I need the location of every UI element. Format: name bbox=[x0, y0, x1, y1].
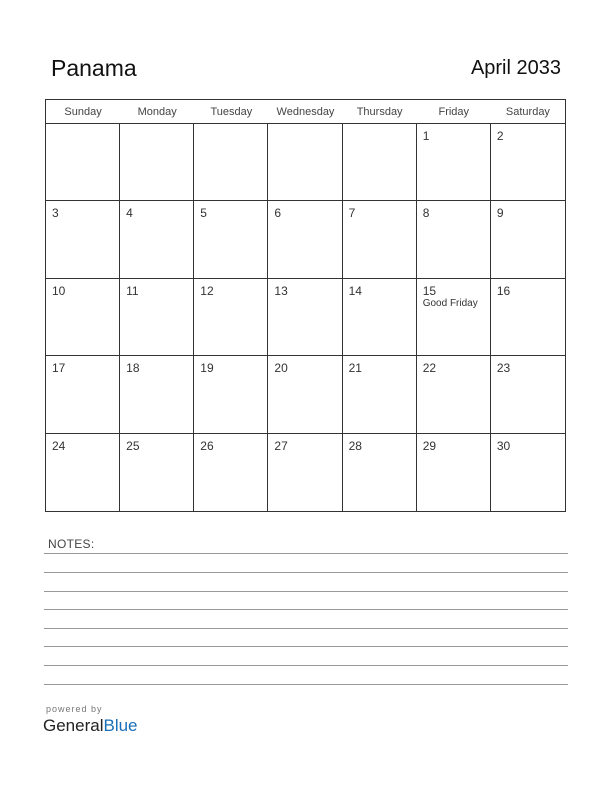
day-cell bbox=[491, 356, 565, 433]
country-title: Panama bbox=[51, 55, 137, 81]
day-cell bbox=[46, 434, 120, 511]
day-number: 21 bbox=[348, 361, 362, 376]
day-cell bbox=[194, 434, 268, 511]
day-number: 2 bbox=[496, 129, 504, 143]
day-cell bbox=[268, 201, 342, 278]
notes-line bbox=[44, 609, 568, 610]
day-cell bbox=[46, 356, 120, 433]
day-number: 4 bbox=[126, 206, 133, 221]
day-cell bbox=[268, 434, 342, 511]
day-cell bbox=[343, 124, 417, 201]
day-number: 26 bbox=[200, 438, 214, 453]
powered-by-text: powered by bbox=[46, 704, 103, 714]
day-number: 23 bbox=[496, 361, 511, 376]
weekday-header: Thursday bbox=[343, 100, 417, 124]
day-number: 9 bbox=[496, 206, 504, 221]
day-number: 22 bbox=[422, 361, 437, 376]
day-cell bbox=[46, 201, 120, 278]
day-cell bbox=[343, 201, 417, 278]
day-number: 1 bbox=[422, 129, 430, 143]
holiday-label: Good Friday bbox=[422, 297, 478, 309]
day-number: 13 bbox=[274, 283, 288, 298]
calendar-grid bbox=[45, 99, 566, 512]
notes-line bbox=[44, 684, 568, 685]
day-number: 27 bbox=[274, 438, 288, 453]
day-cell bbox=[194, 201, 268, 278]
day-number: 17 bbox=[52, 361, 66, 376]
day-cell bbox=[120, 124, 194, 201]
notes-line bbox=[44, 628, 568, 629]
day-cell bbox=[194, 356, 268, 433]
day-number: 8 bbox=[422, 206, 430, 221]
day-number: 20 bbox=[274, 361, 288, 376]
day-number: 28 bbox=[348, 438, 362, 453]
day-number: 25 bbox=[126, 438, 140, 453]
day-cell bbox=[120, 201, 194, 278]
day-cell bbox=[194, 124, 268, 201]
weekday-header: Friday bbox=[417, 100, 491, 124]
weekday-header: Sunday bbox=[46, 100, 120, 124]
day-cell bbox=[491, 201, 565, 278]
notes-line bbox=[44, 553, 568, 554]
weekday-header: Tuesday bbox=[194, 100, 268, 124]
day-cell bbox=[491, 124, 565, 201]
day-cell bbox=[120, 279, 194, 356]
day-number: 3 bbox=[52, 206, 59, 221]
day-cell bbox=[46, 124, 120, 201]
day-cell bbox=[268, 124, 342, 201]
weekday-header: Monday bbox=[120, 100, 194, 124]
day-cell bbox=[46, 279, 120, 356]
month-title: April 2033 bbox=[470, 57, 561, 79]
notes-line bbox=[44, 572, 568, 573]
brand-blue: Blue bbox=[103, 716, 138, 735]
day-number: 5 bbox=[200, 206, 207, 221]
day-cell bbox=[343, 279, 417, 356]
day-cell bbox=[194, 279, 268, 356]
day-number: 11 bbox=[126, 283, 139, 298]
day-cell bbox=[417, 201, 491, 278]
day-number: 19 bbox=[200, 361, 214, 376]
brand-general: General bbox=[43, 716, 104, 735]
notes-line bbox=[44, 665, 568, 666]
day-cell bbox=[417, 279, 491, 356]
day-cell bbox=[268, 279, 342, 356]
day-number: 18 bbox=[126, 361, 140, 376]
day-number: 30 bbox=[496, 438, 511, 453]
brand-logo bbox=[43, 716, 138, 736]
day-number: 24 bbox=[52, 438, 66, 453]
day-number: 14 bbox=[348, 283, 362, 298]
notes-line bbox=[44, 591, 568, 592]
day-number: 10 bbox=[52, 283, 66, 298]
day-cell bbox=[268, 356, 342, 433]
day-cell bbox=[343, 356, 417, 433]
day-number: 16 bbox=[496, 283, 511, 298]
day-cell bbox=[417, 434, 491, 511]
weekday-header: Wednesday bbox=[268, 100, 342, 124]
day-number: 15 bbox=[422, 283, 437, 298]
notes-label: NOTES: bbox=[48, 537, 95, 551]
day-cell bbox=[120, 356, 194, 433]
day-cell bbox=[417, 124, 491, 201]
day-number: 12 bbox=[200, 283, 214, 298]
day-cell bbox=[120, 434, 194, 511]
day-cell bbox=[417, 356, 491, 433]
day-number: 7 bbox=[348, 206, 356, 221]
notes-line bbox=[44, 646, 568, 647]
day-number: 29 bbox=[422, 438, 437, 453]
day-cell bbox=[491, 279, 565, 356]
day-cell bbox=[343, 434, 417, 511]
day-number: 6 bbox=[274, 206, 282, 221]
day-cell bbox=[491, 434, 565, 511]
weekday-header: Saturday bbox=[491, 100, 565, 124]
